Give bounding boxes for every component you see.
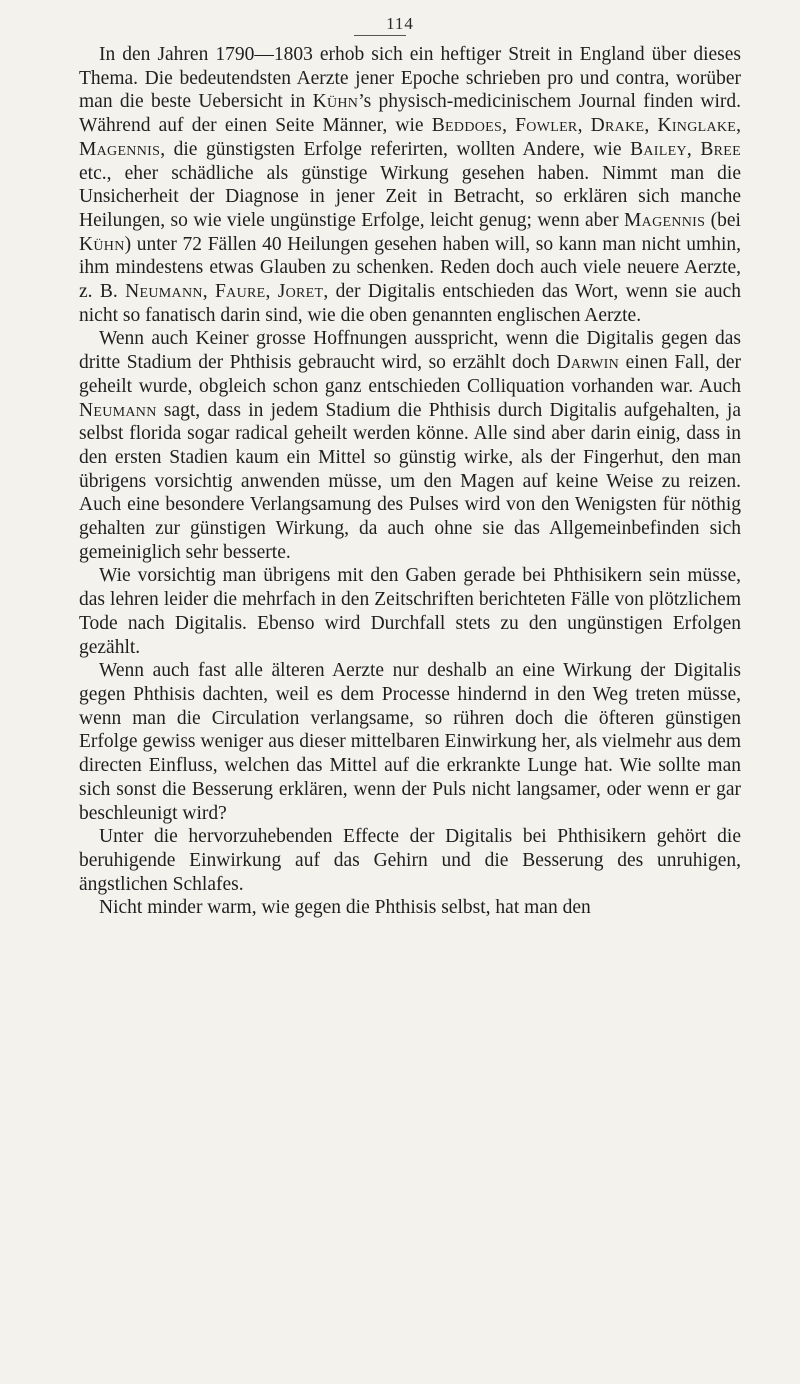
author-name: Magennis xyxy=(624,209,706,231)
paragraph xyxy=(79,564,741,659)
text-run: Wenn auch Keiner grosse Hoffnungen ausspricht, wenn die Digitalis gegen das dritte Stadium der Phthisis gebraucht wird, so erzählt doch xyxy=(79,328,741,374)
author-name: Kühn xyxy=(312,91,359,113)
text-run: , xyxy=(202,281,216,303)
text-run: (bei xyxy=(705,209,741,231)
text-run: , die günstigsten Erfolge referirten, wollten Andere, wie xyxy=(160,138,631,160)
paragraph xyxy=(79,825,741,896)
text-run: sagt, dass in jedem Stadium die Phthisis durch Digitalis aufgehalten, ja selbst florida sogar radical geheilt werden könne. Alle sind aber darin einig, dass in den ersten Stadien kaum ein Mittel so günstig wirke, als der Fingerhut, den man übrigens vorsichtig anwenden müsse, um den Magen auf keine Weise zu reizen. Auch eine besondere Verlangsamung des Pulses wird von den Wenigsten für nöthig gehalten zur günstigen Wirkung, da auch ohne sie das Allgemeinbefinden sich gemeiniglich sehr besserte. xyxy=(79,399,741,563)
page-number-rule xyxy=(354,35,406,36)
paragraph xyxy=(79,896,741,920)
text-run: In den Jahren 1790—1803 erhob sich ein heftiger Streit in England über dieses Thema. Die bedeutendsten Aerzte jener Epoche schrieben pro und contra, worüber man die beste Uebersicht in xyxy=(79,44,741,113)
paragraph xyxy=(79,43,741,327)
text-run: Nicht minder warm, wie gegen die Phthisis selbst, hat man den xyxy=(99,897,591,919)
author-name: Fowler xyxy=(515,115,578,137)
author-name: Beddoes xyxy=(431,115,503,137)
text-run: ) unter 72 Fällen 40 Heilungen gesehen haben will, so kann man nicht umhin, ihm mindestens etwas Glauben zu schenken. Reden doch auch viele neuere Aerzte, z. B. xyxy=(79,233,741,303)
text-run: , xyxy=(644,115,658,137)
text-run: , xyxy=(686,138,701,160)
author-name: Neumann xyxy=(79,399,157,421)
author-name: Faure xyxy=(215,281,266,303)
text-run: , xyxy=(736,115,742,137)
author-name: Bailey xyxy=(630,138,687,160)
author-name: Drake xyxy=(590,115,645,137)
text-run: , xyxy=(265,281,278,303)
text-run: , xyxy=(577,115,591,137)
author-name: Bree xyxy=(700,138,741,160)
text-run: , der Digitalis entschieden das Wort, wenn sie auch nicht so fanatisch darin sind, wie die oben genannten englischen Aerzte. xyxy=(79,281,742,326)
text-run: Wie vorsichtig man übrigens mit den Gaben gerade bei Phthisikern sein müsse, das lehren leider die mehrfach in den Zeitschriften berichteten Fälle von plötzlichem Tode nach Digitalis. Ebenso wird Durchfall stets zu den ungünstigen Erfolgen gezählt. xyxy=(79,565,741,658)
author-name: Kinglake xyxy=(657,115,737,137)
page-number-text: 114 xyxy=(386,14,414,33)
body-text xyxy=(79,43,741,920)
author-name: Darwin xyxy=(556,352,620,374)
page-number xyxy=(0,14,800,36)
text-run: ’s physisch-medicinischem Journal finden wird. Während auf der einen Seite Männer, wie xyxy=(79,91,741,137)
author-name: Joret xyxy=(277,281,324,303)
author-name: Kühn xyxy=(79,233,125,255)
text-run: , xyxy=(502,115,516,137)
paragraph xyxy=(79,659,741,825)
author-name: Neumann xyxy=(125,281,203,303)
text-run: etc., eher schädliche als günstige Wirkung gesehen haben. Nimmt man die Unsicherheit der Diagnose in jener Zeit in Betracht, so erklären sich manche Heilungen, so wie viele ungünstige Erfolge, leicht genug; wenn aber xyxy=(79,162,741,231)
text-run: Wenn auch fast alle älteren Aerzte nur deshalb an eine Wirkung der Digitalis gegen Phthisis dachten, weil es dem Processe hindernd in den Weg treten müsse, wenn man die Circulation verlangsame, so rühren doch die öfteren günstigen Erfolge gewiss weniger aus dieser mittelbaren Einwirkung her, als vielmehr aus dem directen Einfluss, welchen das Mittel auf die erkrankte Lunge hat. Wie sollte man sich sonst die Besserung erklären, wenn der Puls nicht langsamer, oder wenn er gar beschleunigt wird? xyxy=(79,660,741,824)
text-run: einen Fall, der geheilt wurde, obgleich schon ganz entschieden Colliquation vorhanden war. Auch xyxy=(79,352,741,397)
paragraph xyxy=(79,327,741,564)
text-run: Unter die hervorzuhebenden Effecte der Digitalis bei Phthisikern gehört die beruhigende Einwirkung auf das Gehirn und die Besserung des unruhigen, ängstlichen Schlafes. xyxy=(79,826,741,895)
author-name: Magennis xyxy=(79,138,161,160)
